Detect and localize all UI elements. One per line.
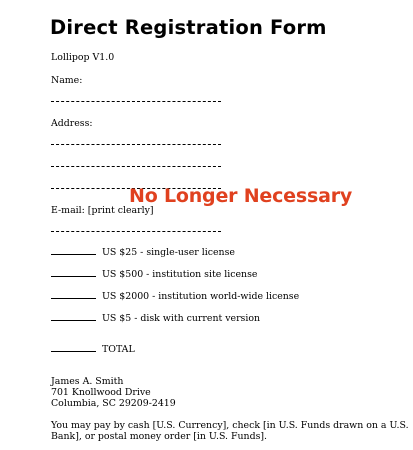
address-line-2	[51, 166, 221, 167]
address-label: Address:	[51, 118, 93, 129]
fee-label: US $2000 - institution world-wide license	[102, 291, 300, 302]
fee-blank	[51, 320, 96, 321]
fee-row-site-license	[51, 269, 257, 280]
fee-row-disk	[51, 313, 260, 324]
fee-row-single-user	[51, 247, 235, 258]
mailing-street: 701 Knollwood Drive	[51, 387, 151, 398]
form-title: Direct Registration Form	[50, 16, 327, 39]
mailing-name: James A. Smith	[51, 376, 124, 387]
payment-note-line-2: Bank], or postal money order [in U.S. Funds].	[51, 431, 268, 442]
total-label: TOTAL	[102, 344, 135, 355]
fee-label: US $5 - disk with current version	[102, 313, 261, 324]
payment-note-line-1: You may pay by cash [U.S. Currency], check [in U.S. Funds drawn on a U.S.	[51, 420, 409, 431]
email-line	[51, 231, 221, 232]
address-line-1	[51, 144, 221, 145]
fee-label: US $500 - institution site license	[102, 269, 258, 280]
name-line	[51, 101, 221, 102]
email-label: E-mail: [print clearly]	[51, 205, 154, 216]
fee-blank	[51, 298, 96, 299]
total-blank	[51, 351, 96, 352]
mailing-city: Columbia, SC 29209-2419	[51, 398, 176, 409]
fee-blank	[51, 276, 96, 277]
no-longer-necessary-stamp: No Longer Necessary	[129, 185, 353, 207]
fee-label: US $25 - single-user license	[102, 247, 235, 258]
total-row	[51, 344, 135, 355]
name-label: Name:	[51, 75, 83, 86]
fee-blank	[51, 254, 96, 255]
version-text: Lollipop V1.0	[51, 52, 115, 63]
fee-row-world-wide	[51, 291, 299, 302]
